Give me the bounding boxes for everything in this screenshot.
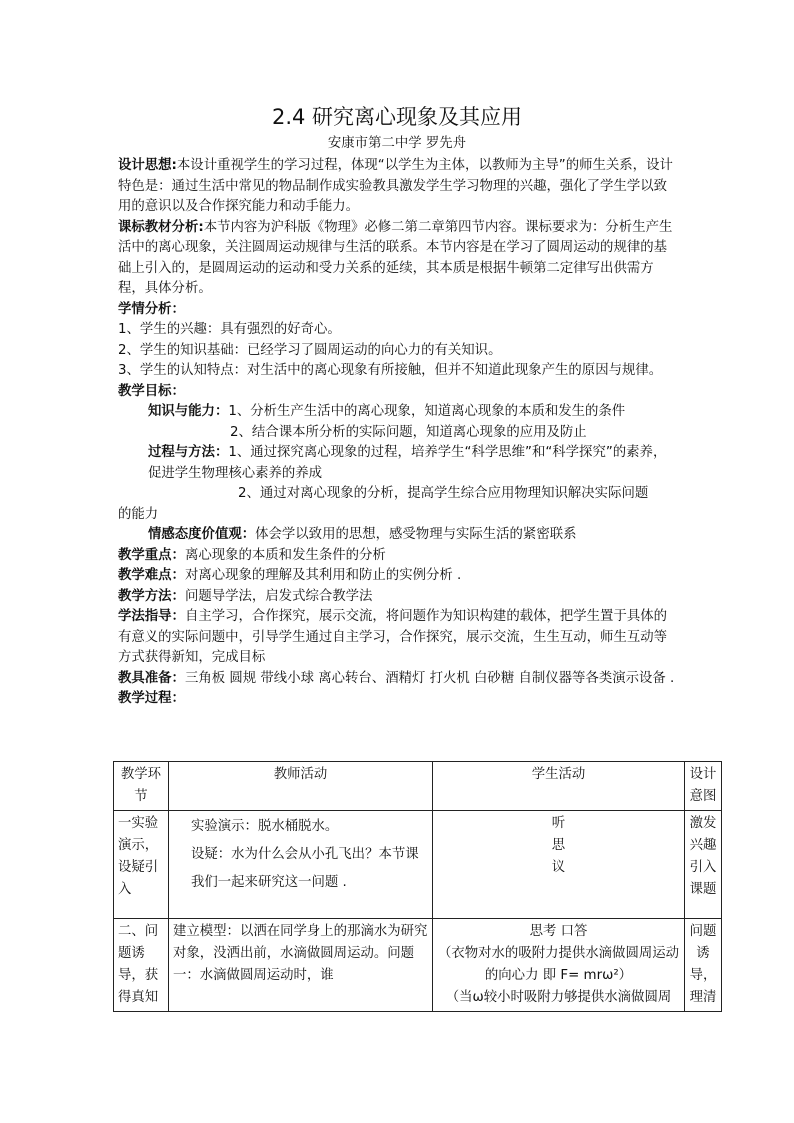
- equipment-paragraph: 教具准备：三角板 圆规 带线小球 离心转台、酒精灯 打火机 白砂糖 自制仪器等各类演示设备 .: [118, 670, 675, 686]
- material-paragraph: [118, 218, 678, 300]
- emotion-line: 情感态度价值观：体会学以致用的思想，感受物理与实际生活的紧密联系: [148, 527, 577, 542]
- page-title: 2.4 研究离心现象及其应用: [271, 105, 523, 129]
- design-label: 设计思想:: [118, 158, 177, 173]
- process-line-2b: 的能力: [118, 506, 159, 522]
- key-point-line: 教学重点：离心现象的本质和发生条件的分析: [118, 547, 386, 563]
- students-heading: 学情分析：: [118, 301, 185, 317]
- design-text: 本设计重视学生的学习过程，体现“以学生为主体，以教师为主导”的师生关系，设计特色是：通过生活中常见的物品制作成实验教具激发学生学习物理的兴趣，强化了学生学以致用的意识以及合作探究能力和动手能力。: [118, 158, 673, 214]
- process-heading: 教学过程：: [118, 691, 185, 706]
- stage-cell: 二、问题诱导，获得真知: [114, 919, 169, 1012]
- header-teacher: 教师活动: [169, 762, 433, 811]
- document-body: [118, 156, 678, 710]
- teaching-process-table: [113, 761, 722, 1012]
- intent-cell: 激发兴趣引入课题: [685, 811, 722, 919]
- process-method-label: 过程与方法：: [148, 445, 229, 460]
- process-line-1: 过程与方法：1、通过探究离心现象的过程，培养学生“科学思维”和“科学探究”的素养，促进学生物理核心素养的养成: [148, 445, 667, 481]
- objectives-heading: 教学目标：: [118, 383, 185, 399]
- material-label: 课标教材分析:: [118, 219, 204, 235]
- header-stage: 教学环节: [114, 762, 169, 811]
- material-text: 本节内容为沪科版《物理》必修二第二章第四节内容。课标要求为：分析生产生活中的离心现象，关注圆周运动规律与生活的联系。本节内容是在学习了圆周运动的规律的基础上引入的，是圆周运动的运动和受力关系的延续，其本质是根据牛顿第二定律写出供需方程，具体分析。: [118, 219, 673, 296]
- stage-cell: 一实验演示，设疑引入: [114, 811, 169, 919]
- table-row: [114, 811, 722, 919]
- design-paragraph: [118, 156, 678, 218]
- process-line-2: 2、通过对离心现象的分析，提高学生综合应用物理知识解决实际问题: [238, 486, 649, 501]
- method-line: 教学方法：问题导学法，启发式综合教学法: [118, 588, 373, 604]
- teacher-cell: 实验演示：脱水桶脱水。 设疑：水为什么会从小孔飞出？本节课我们一起来研究这一问题 .: [169, 811, 433, 919]
- students-item-2: 2、学生的知识基础：已经学习了圆周运动的向心力的有关知识。: [118, 342, 502, 358]
- intent-cell: 问题诱导，理清: [685, 919, 722, 1012]
- knowledge-line-2: 2、结合课本所分析的实际问题，知道离心现象的应用及防止: [230, 424, 587, 440]
- difficulty-line: 教学难点：对离心现象的理解及其利用和防止的实例分析 .: [118, 568, 462, 583]
- table-row: [114, 919, 722, 1012]
- table-header-row: [114, 762, 722, 811]
- emotion-label: 情感态度价值观：: [148, 527, 256, 542]
- students-item-3: 3、学生的认知特点：对生活中的离心现象有所接触，但并不知道此现象产生的原因与规律。: [118, 363, 663, 378]
- teacher-cell: 建立模型：以洒在同学身上的那滴水为研究对象，没洒出前，水滴做圆周运动。问题一：水滴做圆周运动时，谁: [169, 919, 433, 1012]
- header-student: 学生活动: [433, 762, 685, 811]
- guidance-paragraph: 学法指导：自主学习，合作探究，展示交流，将问题作为知识构建的载体，把学生置于具体的有意义的实际问题中，引导学生通过自主学习，合作探究，展示交流，生生互动，师生互动等方式获得新知，完成目标: [118, 609, 668, 665]
- student-cell: 听 思 议: [433, 811, 685, 919]
- header-intent: 设计意图: [685, 762, 722, 811]
- author-line: 安康市第二中学 罗先舟: [327, 136, 467, 151]
- knowledge-label: 知识与能力：: [148, 404, 229, 419]
- students-item-1: 1、学生的兴趣：具有强烈的好奇心。: [118, 322, 341, 337]
- student-cell: 思考 口答 （衣物对水的吸附力提供水滴做圆周运动的向心力 即 F= mrω²） （当ω较小时吸附力够提供水滴做圆周: [433, 919, 685, 1012]
- knowledge-line-1: 知识与能力：1、分析生产生活中的离心现象，知道离心现象的本质和发生的条件: [148, 404, 626, 419]
